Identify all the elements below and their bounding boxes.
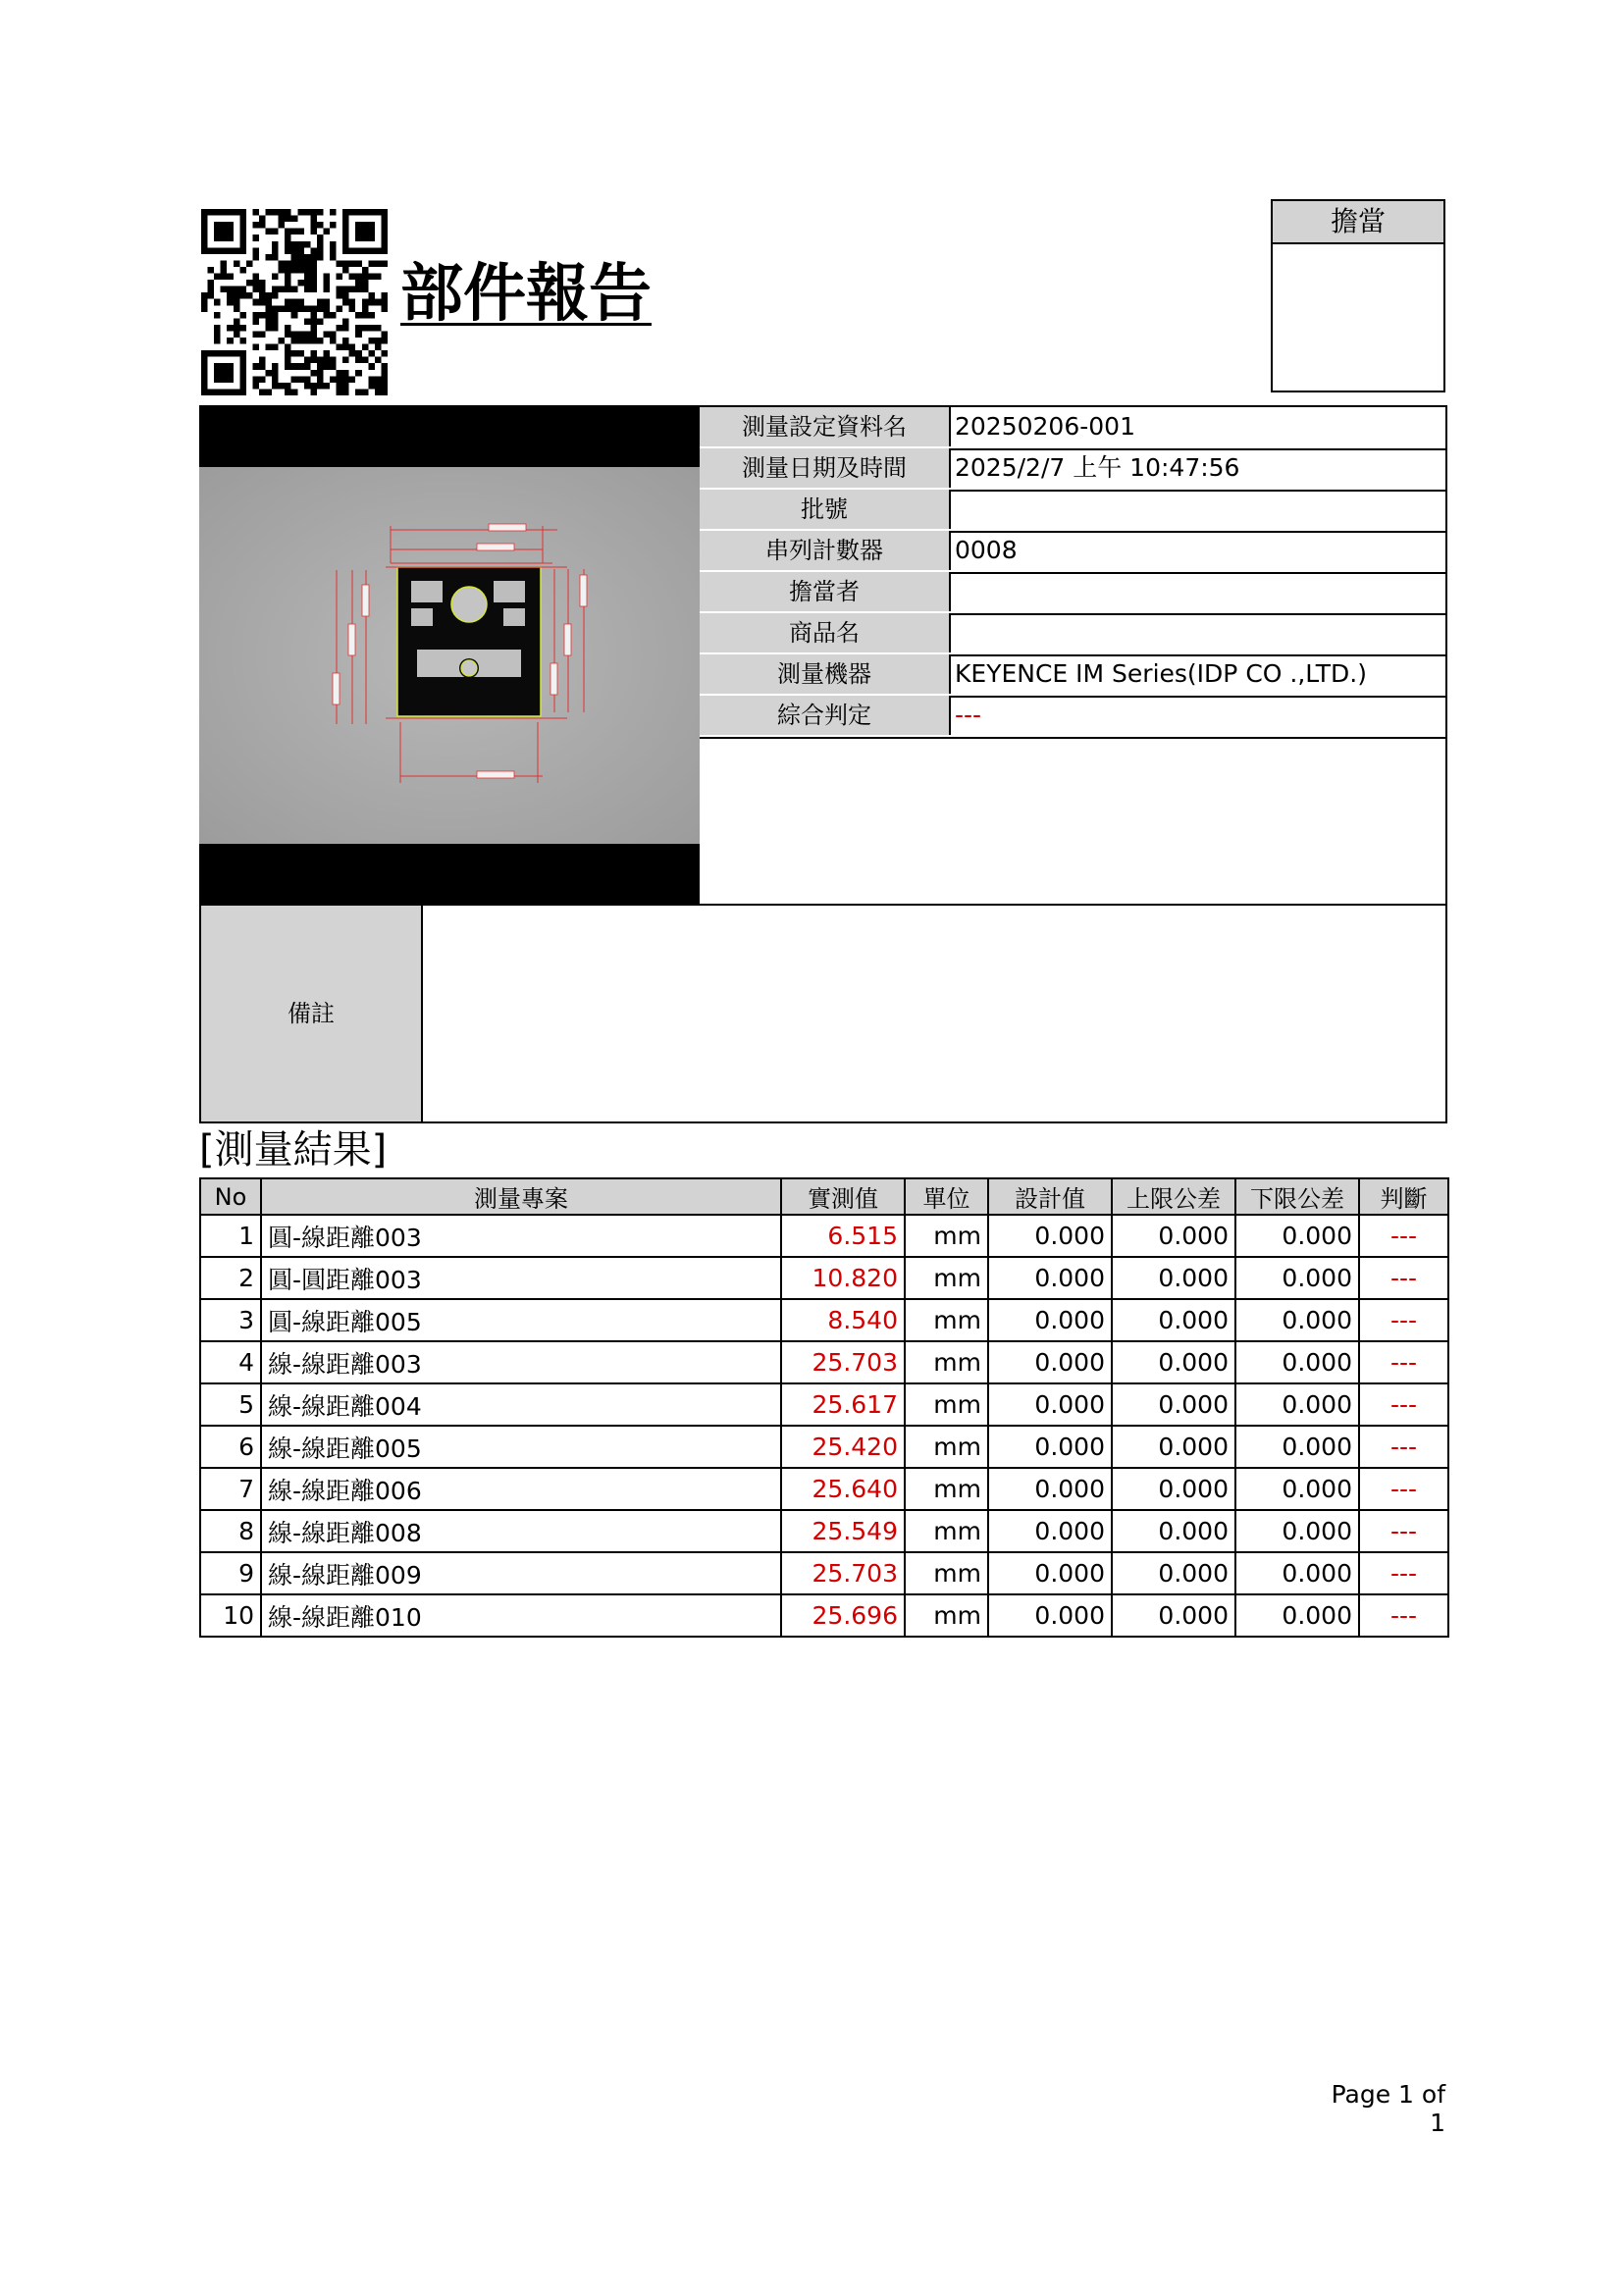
table-row [200, 1468, 1448, 1510]
measurement-photo [199, 467, 700, 844]
info-label: 商品名 [700, 613, 951, 652]
row-upper-tolerance: 0.000 [1112, 1383, 1235, 1426]
col-header-upper: 上限公差 [1112, 1178, 1235, 1215]
info-row [700, 531, 1445, 574]
table-row [200, 1299, 1448, 1341]
row-no: 10 [200, 1594, 261, 1637]
row-judgement: --- [1359, 1594, 1448, 1637]
row-measured-value: 25.703 [781, 1552, 905, 1594]
row-measured-value: 8.540 [781, 1299, 905, 1341]
row-design-value: 0.000 [988, 1510, 1112, 1552]
info-label: 測量機器 [700, 654, 951, 694]
row-no: 1 [200, 1215, 261, 1257]
info-label: 批號 [700, 490, 951, 529]
row-item-name: 線-線距離003 [261, 1341, 781, 1383]
row-lower-tolerance: 0.000 [1235, 1341, 1359, 1383]
row-item-name: 線-線距離010 [261, 1594, 781, 1637]
row-lower-tolerance: 0.000 [1235, 1383, 1359, 1426]
row-upper-tolerance: 0.000 [1112, 1552, 1235, 1594]
col-header-no: No [200, 1178, 261, 1215]
row-item-name: 線-線距離008 [261, 1510, 781, 1552]
info-value: 2025/2/7 上午 10:47:56 [955, 453, 1240, 482]
row-upper-tolerance: 0.000 [1112, 1341, 1235, 1383]
row-item-name: 線-線距離005 [261, 1426, 781, 1468]
results-header-row [200, 1178, 1448, 1215]
row-measured-value: 25.703 [781, 1341, 905, 1383]
row-measured-value: 6.515 [781, 1215, 905, 1257]
table-row [200, 1383, 1448, 1426]
row-measured-value: 10.820 [781, 1257, 905, 1299]
table-row [200, 1552, 1448, 1594]
row-measured-value: 25.420 [781, 1426, 905, 1468]
row-no: 4 [200, 1341, 261, 1383]
row-unit: mm [905, 1510, 988, 1552]
row-upper-tolerance: 0.000 [1112, 1594, 1235, 1637]
row-lower-tolerance: 0.000 [1235, 1552, 1359, 1594]
info-row [700, 654, 1445, 698]
measurement-image [199, 405, 700, 906]
table-row [200, 1426, 1448, 1468]
row-judgement: --- [1359, 1215, 1448, 1257]
row-lower-tolerance: 0.000 [1235, 1594, 1359, 1637]
table-row [200, 1594, 1448, 1637]
row-lower-tolerance: 0.000 [1235, 1299, 1359, 1341]
row-design-value: 0.000 [988, 1426, 1112, 1468]
row-judgement: --- [1359, 1299, 1448, 1341]
row-no: 5 [200, 1383, 261, 1426]
row-no: 9 [200, 1552, 261, 1594]
table-row [200, 1510, 1448, 1552]
stamp-box [1271, 199, 1445, 392]
row-item-name: 圓-線距離003 [261, 1215, 781, 1257]
row-judgement: --- [1359, 1468, 1448, 1510]
row-no: 2 [200, 1257, 261, 1299]
info-label: 串列計數器 [700, 531, 951, 570]
row-design-value: 0.000 [988, 1341, 1112, 1383]
info-label: 測量日期及時間 [700, 448, 951, 488]
row-item-name: 線-線距離006 [261, 1468, 781, 1510]
row-design-value: 0.000 [988, 1257, 1112, 1299]
row-unit: mm [905, 1552, 988, 1594]
info-row [700, 448, 1445, 492]
row-unit: mm [905, 1257, 988, 1299]
col-header-judge: 判斷 [1359, 1178, 1448, 1215]
row-no: 3 [200, 1299, 261, 1341]
row-upper-tolerance: 0.000 [1112, 1257, 1235, 1299]
row-item-name: 線-線距離004 [261, 1383, 781, 1426]
info-row [700, 613, 1445, 656]
info-value: KEYENCE IM Series(IDP CO .,LTD.) [955, 659, 1368, 688]
results-table [199, 1177, 1449, 1638]
col-header-unit: 單位 [905, 1178, 988, 1215]
row-no: 7 [200, 1468, 261, 1510]
row-design-value: 0.000 [988, 1215, 1112, 1257]
info-row [700, 696, 1445, 739]
page-number: Page 1 of 1 [1331, 2080, 1445, 2137]
row-lower-tolerance: 0.000 [1235, 1215, 1359, 1257]
row-upper-tolerance: 0.000 [1112, 1510, 1235, 1552]
row-judgement: --- [1359, 1383, 1448, 1426]
row-design-value: 0.000 [988, 1594, 1112, 1637]
info-row [700, 490, 1445, 533]
results-heading: [測量結果] [199, 1127, 388, 1173]
table-row [200, 1215, 1448, 1257]
row-design-value: 0.000 [988, 1468, 1112, 1510]
row-judgement: --- [1359, 1257, 1448, 1299]
info-table [700, 405, 1447, 906]
info-label: 測量設定資料名 [700, 407, 951, 446]
row-upper-tolerance: 0.000 [1112, 1468, 1235, 1510]
row-unit: mm [905, 1426, 988, 1468]
info-value: --- [955, 701, 982, 729]
row-unit: mm [905, 1341, 988, 1383]
part-shape [397, 567, 541, 716]
col-header-measured: 實測值 [781, 1178, 905, 1215]
info-label: 擔當者 [700, 572, 951, 611]
row-item-name: 圓-線距離005 [261, 1299, 781, 1341]
col-header-lower: 下限公差 [1235, 1178, 1359, 1215]
row-design-value: 0.000 [988, 1552, 1112, 1594]
row-upper-tolerance: 0.000 [1112, 1426, 1235, 1468]
row-unit: mm [905, 1594, 988, 1637]
row-judgement: --- [1359, 1341, 1448, 1383]
row-item-name: 線-線距離009 [261, 1552, 781, 1594]
row-design-value: 0.000 [988, 1383, 1112, 1426]
info-row [700, 572, 1445, 615]
info-label: 綜合判定 [700, 696, 951, 735]
info-value: 20250206-001 [955, 412, 1135, 441]
row-judgement: --- [1359, 1552, 1448, 1594]
row-judgement: --- [1359, 1510, 1448, 1552]
row-unit: mm [905, 1215, 988, 1257]
remarks-box [199, 906, 1447, 1123]
col-header-item: 測量專案 [261, 1178, 781, 1215]
info-value: 0008 [955, 536, 1018, 564]
info-row [700, 407, 1445, 450]
row-unit: mm [905, 1468, 988, 1510]
row-design-value: 0.000 [988, 1299, 1112, 1341]
table-row [200, 1257, 1448, 1299]
row-measured-value: 25.640 [781, 1468, 905, 1510]
row-unit: mm [905, 1299, 988, 1341]
row-item-name: 圓-圓距離003 [261, 1257, 781, 1299]
remarks-label: 備註 [201, 906, 423, 1121]
row-upper-tolerance: 0.000 [1112, 1215, 1235, 1257]
row-no: 8 [200, 1510, 261, 1552]
row-measured-value: 25.617 [781, 1383, 905, 1426]
row-measured-value: 25.549 [781, 1510, 905, 1552]
col-header-design: 設計值 [988, 1178, 1112, 1215]
row-lower-tolerance: 0.000 [1235, 1426, 1359, 1468]
row-lower-tolerance: 0.000 [1235, 1257, 1359, 1299]
row-no: 6 [200, 1426, 261, 1468]
row-measured-value: 25.696 [781, 1594, 905, 1637]
qr-code-icon [201, 209, 388, 395]
row-lower-tolerance: 0.000 [1235, 1468, 1359, 1510]
page-title: 部件報告 [400, 258, 652, 331]
stamp-label: 擔當 [1273, 201, 1443, 244]
row-lower-tolerance: 0.000 [1235, 1510, 1359, 1552]
table-row [200, 1341, 1448, 1383]
row-unit: mm [905, 1383, 988, 1426]
row-upper-tolerance: 0.000 [1112, 1299, 1235, 1341]
row-judgement: --- [1359, 1426, 1448, 1468]
